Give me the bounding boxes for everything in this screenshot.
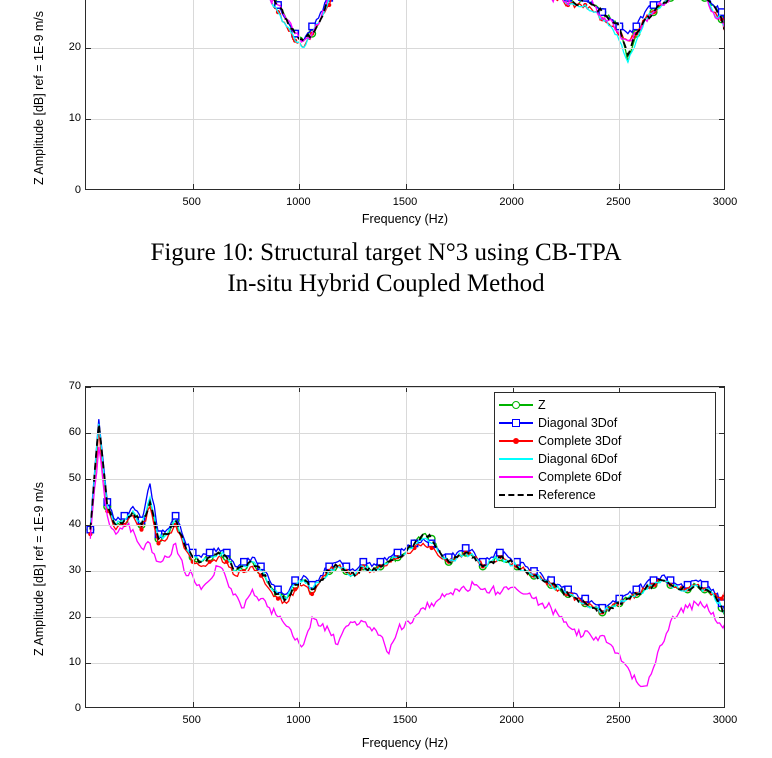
gridline-horizontal xyxy=(86,48,724,49)
gridline-horizontal xyxy=(86,617,724,618)
x-tick xyxy=(619,702,620,707)
legend-item-label: Z xyxy=(538,398,546,412)
x-tick xyxy=(299,184,300,189)
figure-caption-line1: Figure 10: Structural target N°3 using CB-TPA xyxy=(150,239,622,266)
x-tick xyxy=(406,702,407,707)
legend-item-diagonal-6dof xyxy=(499,450,709,468)
series-marker xyxy=(430,546,434,550)
y-tick xyxy=(86,48,91,49)
series-marker xyxy=(650,2,656,8)
y-tick xyxy=(719,479,724,480)
y-tick xyxy=(719,571,724,572)
y-tick xyxy=(86,525,91,526)
x-tick-label: 2500 xyxy=(606,196,631,208)
legend-swatch xyxy=(499,434,533,448)
x-tick-label: 3000 xyxy=(712,714,738,726)
legend-marker-icon xyxy=(512,401,520,409)
x-tick xyxy=(193,702,194,707)
gridline-vertical xyxy=(406,387,407,707)
series-marker xyxy=(241,559,247,565)
x-tick xyxy=(299,702,300,707)
gridline-vertical xyxy=(619,0,620,189)
legend-marker-icon xyxy=(513,438,519,444)
series-marker xyxy=(276,597,280,601)
series-marker xyxy=(207,549,213,555)
y-tick-label: 0 xyxy=(74,702,81,714)
y-tick xyxy=(719,525,724,526)
y-tick-label: 10 xyxy=(68,656,81,668)
bottom-chart-y-axis-title: Z Amplitude [dB] ref = 1E-9 m/s xyxy=(32,481,46,656)
x-tick-label: 1000 xyxy=(286,714,311,726)
series-line xyxy=(90,0,725,41)
y-tick xyxy=(86,571,91,572)
y-tick xyxy=(86,663,91,664)
series-line xyxy=(90,0,725,48)
y-tick-label: 20 xyxy=(68,610,81,622)
gridline-vertical xyxy=(193,0,194,189)
gridline-vertical xyxy=(299,0,300,189)
y-tick xyxy=(86,387,91,388)
series-marker xyxy=(702,582,708,588)
legend-marker-icon xyxy=(512,419,520,427)
series-marker xyxy=(360,559,366,565)
y-tick xyxy=(719,119,724,120)
series-marker xyxy=(633,23,639,29)
legend-item-reference xyxy=(499,486,709,504)
bottom-chart-x-axis-title: Frequency (Hz) xyxy=(361,736,449,750)
gridline-horizontal xyxy=(86,387,724,388)
x-tick xyxy=(513,702,514,707)
legend-swatch xyxy=(499,452,533,466)
y-tick xyxy=(86,119,91,120)
gridline-vertical xyxy=(406,0,407,189)
series-marker xyxy=(293,587,297,591)
series-marker xyxy=(719,9,725,15)
top-chart-y-axis-title: Z Amplitude [dB] ref = 1E-9 m/s xyxy=(32,10,46,185)
x-tick-label: 1500 xyxy=(392,714,418,726)
y-tick xyxy=(86,617,91,618)
y-tick-label: 40 xyxy=(68,518,81,530)
legend-item-label: Reference xyxy=(538,488,596,502)
y-tick xyxy=(719,433,724,434)
series-marker xyxy=(514,559,520,565)
y-tick-label: 20 xyxy=(68,40,81,53)
legend-item-label: Complete 3Dof xyxy=(538,434,622,448)
x-tick-label: 2000 xyxy=(499,196,524,208)
gridline-horizontal xyxy=(86,663,724,664)
chart-legend xyxy=(494,392,716,508)
y-tick-label: 10 xyxy=(68,112,81,125)
gridline-vertical xyxy=(513,0,514,189)
x-tick xyxy=(193,184,194,189)
y-tick xyxy=(86,479,91,480)
x-tick-label: 3000 xyxy=(712,196,738,208)
y-tick xyxy=(719,617,724,618)
x-tick-label: 500 xyxy=(182,196,201,208)
gridline-horizontal xyxy=(86,571,724,572)
y-tick-label: 50 xyxy=(68,472,81,484)
top-chart-plot-area xyxy=(85,0,725,190)
y-tick-label: 70 xyxy=(68,380,81,392)
gridline-vertical xyxy=(299,387,300,707)
legend-item-diagonal-3dof xyxy=(499,414,709,432)
series-marker xyxy=(275,586,281,592)
x-tick xyxy=(619,184,620,189)
gridline-horizontal xyxy=(86,119,724,120)
series-marker xyxy=(720,597,724,601)
series-line xyxy=(90,0,725,55)
legend-swatch xyxy=(499,470,533,484)
series-marker xyxy=(394,549,400,555)
series-marker xyxy=(208,560,212,564)
legend-item-z xyxy=(499,396,709,414)
y-tick-label: 60 xyxy=(68,426,81,438)
legend-item-label: Diagonal 3Dof xyxy=(538,416,618,430)
top-chart-x-axis-title: Frequency (Hz) xyxy=(361,212,449,226)
x-tick-label: 1000 xyxy=(286,196,311,208)
x-tick-label: 2500 xyxy=(606,714,631,726)
y-tick xyxy=(719,663,724,664)
series-line xyxy=(90,0,725,42)
figure-caption-line2: In-situ Hybrid Coupled Method xyxy=(227,270,545,297)
legend-item-label: Complete 6Dof xyxy=(538,470,622,484)
bottom-figure xyxy=(0,378,772,758)
top-figure xyxy=(0,0,772,230)
series-marker xyxy=(463,545,469,551)
y-tick xyxy=(86,433,91,434)
y-tick xyxy=(719,387,724,388)
x-tick-label: 1500 xyxy=(392,196,418,208)
x-tick xyxy=(406,184,407,189)
x-tick xyxy=(513,184,514,189)
legend-swatch xyxy=(499,416,533,430)
y-tick-label: 30 xyxy=(68,564,81,576)
legend-swatch xyxy=(499,488,533,502)
x-tick-label: 2000 xyxy=(499,714,524,726)
series-marker xyxy=(156,541,160,545)
legend-item-complete-3dof xyxy=(499,432,709,450)
legend-item-complete-6dof xyxy=(499,468,709,486)
series-marker xyxy=(139,528,143,532)
x-tick-label: 500 xyxy=(182,714,201,726)
series-marker xyxy=(565,586,571,592)
series-marker xyxy=(310,592,314,596)
gridline-vertical xyxy=(193,387,194,707)
series-marker xyxy=(172,513,178,519)
legend-item-label: Diagonal 6Dof xyxy=(538,452,618,466)
gridline-horizontal xyxy=(86,525,724,526)
y-tick xyxy=(719,48,724,49)
y-tick-label: 0 xyxy=(74,184,81,196)
legend-swatch xyxy=(499,398,533,412)
